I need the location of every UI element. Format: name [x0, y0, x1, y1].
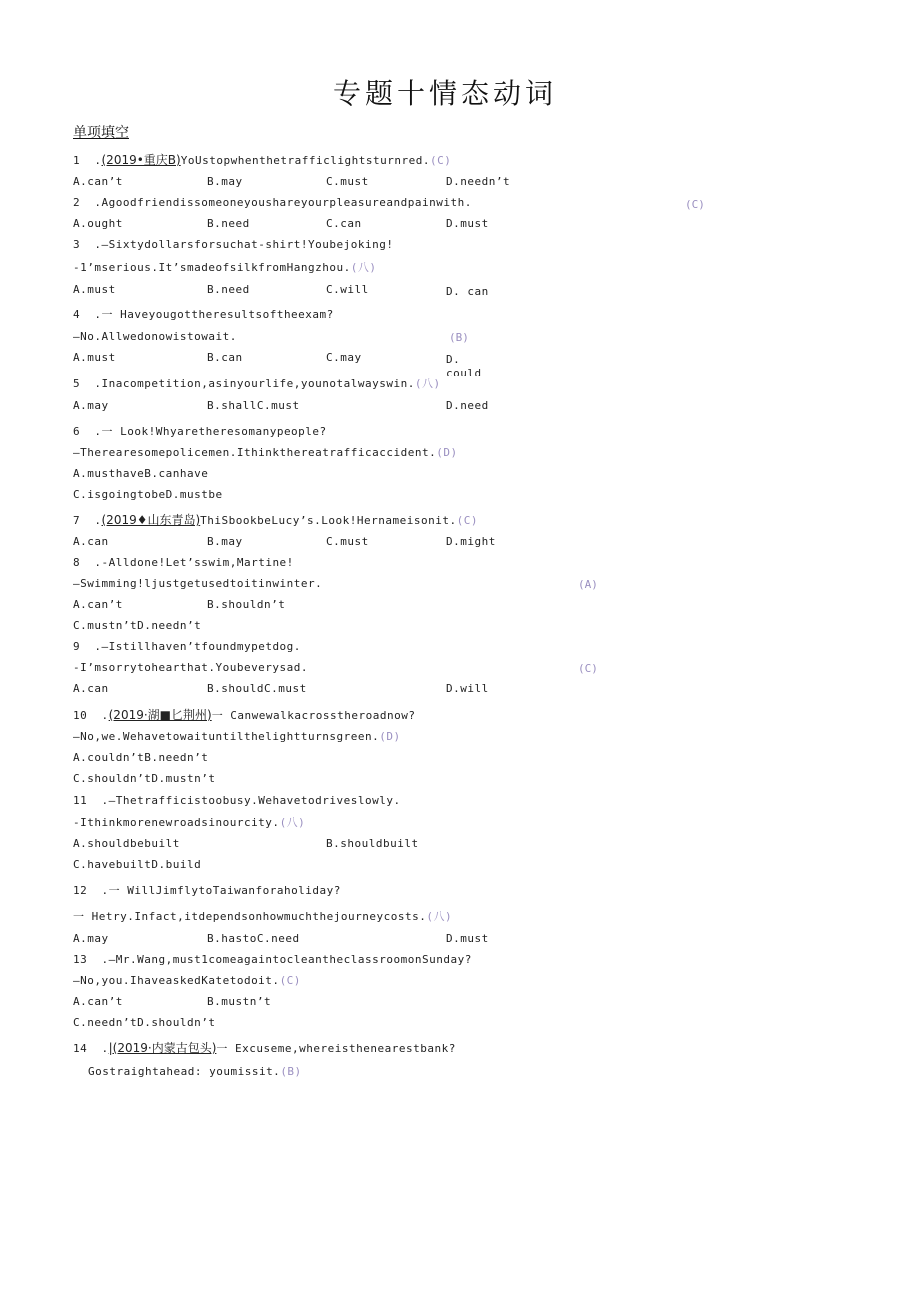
question-text: YoUstopwhenthetrafficlightsturnred.	[180, 154, 431, 167]
question-11-line2	[73, 816, 305, 830]
option-a: A.can’t	[73, 995, 123, 1008]
question-text: .一 Haveyougottheresultsoftheexam?	[94, 308, 334, 321]
question-9	[73, 640, 301, 654]
question-number: 3	[73, 238, 81, 251]
option-d-word: could	[446, 367, 482, 376]
question-2	[73, 196, 472, 210]
answer: (B)	[280, 1065, 302, 1078]
question-number: 6	[73, 425, 81, 438]
option-b: B.need	[207, 283, 250, 296]
question-13-line2	[73, 974, 301, 988]
question-text: -Ithinkmorenewroadsinourcity.	[73, 816, 280, 829]
option-a: A.can’t	[73, 175, 123, 188]
option-a: A.may	[73, 399, 109, 412]
question-8-line2: —Swimming!ljustgetusedtoitinwinter.	[73, 577, 323, 590]
options-c-d: C.havebuiltD.build	[73, 858, 202, 871]
option-a: A.may	[73, 932, 109, 945]
option-a: A.shouldbebuilt	[73, 837, 180, 850]
question-4	[73, 308, 334, 322]
answer: (C)	[685, 198, 705, 211]
question-number: 13	[73, 953, 88, 966]
question-source: |(2019·内蒙古包头)	[108, 1041, 217, 1055]
option-b: B.can	[207, 351, 243, 364]
question-number: 1	[73, 154, 81, 167]
option-b-c: B.shallC.must	[207, 399, 300, 412]
option-a: A.ought	[73, 217, 123, 230]
question-14: 14 .|(2019·内蒙古包头)一 Excuseme,whereisthenearestbank?	[73, 1041, 456, 1055]
answer: (八)	[414, 377, 441, 390]
option-b: B.shouldn’t	[207, 598, 286, 611]
question-text: —No,you.IhaveaskedKatetodoit.	[73, 974, 280, 987]
question-12-line2	[73, 910, 452, 924]
question-8	[73, 556, 294, 570]
option-c: C.will	[326, 283, 369, 296]
question-text: ThiSbookbeLucy’s.Look!Hernameisonit.	[200, 514, 457, 527]
options-c-d: C.mustn’tD.needn’t	[73, 619, 202, 632]
question-1: 1 .(2019•重庆B)YoUstopwhenthetrafficlightsturnred.(C)	[73, 153, 452, 167]
question-5	[73, 377, 441, 391]
question-number: 4	[73, 308, 81, 321]
option-c: C.must	[326, 535, 369, 548]
question-number: 14	[73, 1042, 88, 1055]
question-text: .—Istillhaven’tfoundmypetdog.	[94, 640, 301, 653]
question-3	[73, 238, 394, 252]
question-6	[73, 425, 327, 439]
option-c: C.must	[326, 175, 369, 188]
option-c: C.can	[326, 217, 362, 230]
option-b: B.may	[207, 175, 243, 188]
question-text: .—Thetrafficistoobusy.Wehavetodriveslowly.	[101, 794, 401, 807]
option-d: D.needn’t	[446, 175, 511, 188]
question-text: .Inacompetition,asinyourlife,younotalwayswin.	[94, 377, 415, 390]
answer: (C)	[279, 974, 301, 987]
option-b: B.shouldbuilt	[326, 837, 419, 850]
page-title: 专题十情态动词	[332, 77, 557, 110]
option-d: D.might	[446, 535, 496, 548]
question-source: (2019·湖■匕荆州)	[108, 708, 212, 722]
option-a: A.can	[73, 682, 109, 695]
question-13	[73, 953, 472, 967]
option-a: A.can’t	[73, 598, 123, 611]
option-b-c: B.shouldC.must	[207, 682, 307, 695]
section-heading: 单项填空	[73, 125, 129, 141]
question-10: 10 .(2019·湖■匕荆州)一 Canwewalkacrosstheroadnow?	[73, 708, 416, 722]
option-b-c: B.hastoC.need	[207, 932, 300, 945]
question-number: 2	[73, 196, 81, 209]
question-text: .一 Look!Whyaretheresomanypeople?	[94, 425, 327, 438]
options-c-d: C.needn’tD.shouldn’t	[73, 1016, 216, 1029]
question-text: —No,we.Wehavetowaituntilthelightturnsgreen.	[73, 730, 380, 743]
question-7: 7 .(2019♦山东青岛)ThiSbookbeLucy’s.Look!Hernameisonit.(C)	[73, 513, 478, 527]
question-9-line2: -I’msorrytohearthat.Youbeverysad.	[73, 661, 309, 674]
answer: (八)	[426, 910, 453, 923]
question-number: 9	[73, 640, 81, 653]
question-text: .—Mr.Wang,must1comeagaintocleantheclassroomonSunday?	[101, 953, 472, 966]
option-d: D.	[446, 353, 461, 366]
option-a: A.must	[73, 351, 116, 364]
question-text: Gostraightahead: youmissit.	[88, 1065, 281, 1078]
question-3-line2	[73, 261, 377, 275]
question-number: 8	[73, 556, 81, 569]
option-d: D.must	[446, 217, 489, 230]
option-d: D. can	[446, 285, 489, 298]
option-d: D.must	[446, 932, 489, 945]
question-text: 一 Canwewalkacrosstheroadnow?	[211, 709, 416, 722]
option-b: B.need	[207, 217, 250, 230]
answer: (B)	[449, 331, 469, 344]
option-a: A.can	[73, 535, 109, 548]
question-text: .—Sixtydollarsforsuchat-shirt!Youbejoking!	[94, 238, 394, 251]
question-number: 11	[73, 794, 88, 807]
question-text: .Agoodfriendissomeoneyoushareyourpleasureandpainwith.	[94, 196, 472, 209]
question-10-line2	[73, 730, 401, 744]
question-12	[73, 884, 341, 898]
question-number: 12	[73, 884, 88, 897]
option-c: C.may	[326, 351, 362, 364]
question-source: (2019•重庆B)	[101, 153, 181, 167]
answer: (D)	[379, 730, 401, 743]
option-d: D.need	[446, 399, 489, 412]
answer: (八)	[350, 261, 377, 274]
answer: (D)	[436, 446, 458, 459]
answer: (八)	[279, 816, 306, 829]
question-text: -1’mserious.It’smadeofsilkfromHangzhou.	[73, 261, 351, 274]
options-c-d: C.shouldn’tD.mustn’t	[73, 772, 216, 785]
options-a-b: A.musthaveB.canhave	[73, 467, 209, 480]
question-14-line2	[88, 1065, 302, 1079]
question-6-line2	[73, 446, 458, 460]
option-b: B.may	[207, 535, 243, 548]
options-c-d: C.isgoingtobeD.mustbe	[73, 488, 223, 501]
option-d: D.will	[446, 682, 489, 695]
question-text: —Therearesomepolicemen.Ithinkthereatrafficaccident.	[73, 446, 437, 459]
question-number: 7	[73, 514, 81, 527]
question-text: .-Alldone!Let’sswim,Martine!	[94, 556, 294, 569]
question-4-line2: —No.Allwedonowistowait.	[73, 330, 237, 343]
option-b: B.mustn’t	[207, 995, 272, 1008]
question-11	[73, 794, 401, 808]
question-text: .一 WillJimflytoTaiwanforaholiday?	[101, 884, 341, 897]
options-a-b: A.couldn’tB.needn’t	[73, 751, 209, 764]
question-text: 一 Excuseme,whereisthenearestbank?	[216, 1042, 456, 1055]
question-number: 5	[73, 377, 81, 390]
question-source: (2019♦山东青岛)	[101, 513, 201, 527]
answer: (C)	[456, 514, 478, 527]
answer: (C)	[430, 154, 452, 167]
answer: (C)	[578, 662, 598, 675]
question-number: 10	[73, 709, 88, 722]
answer: (A)	[578, 578, 598, 591]
question-text: 一 Hetry.Infact,itdependsonhowmuchthejourneycosts.	[73, 910, 427, 923]
option-a: A.must	[73, 283, 116, 296]
